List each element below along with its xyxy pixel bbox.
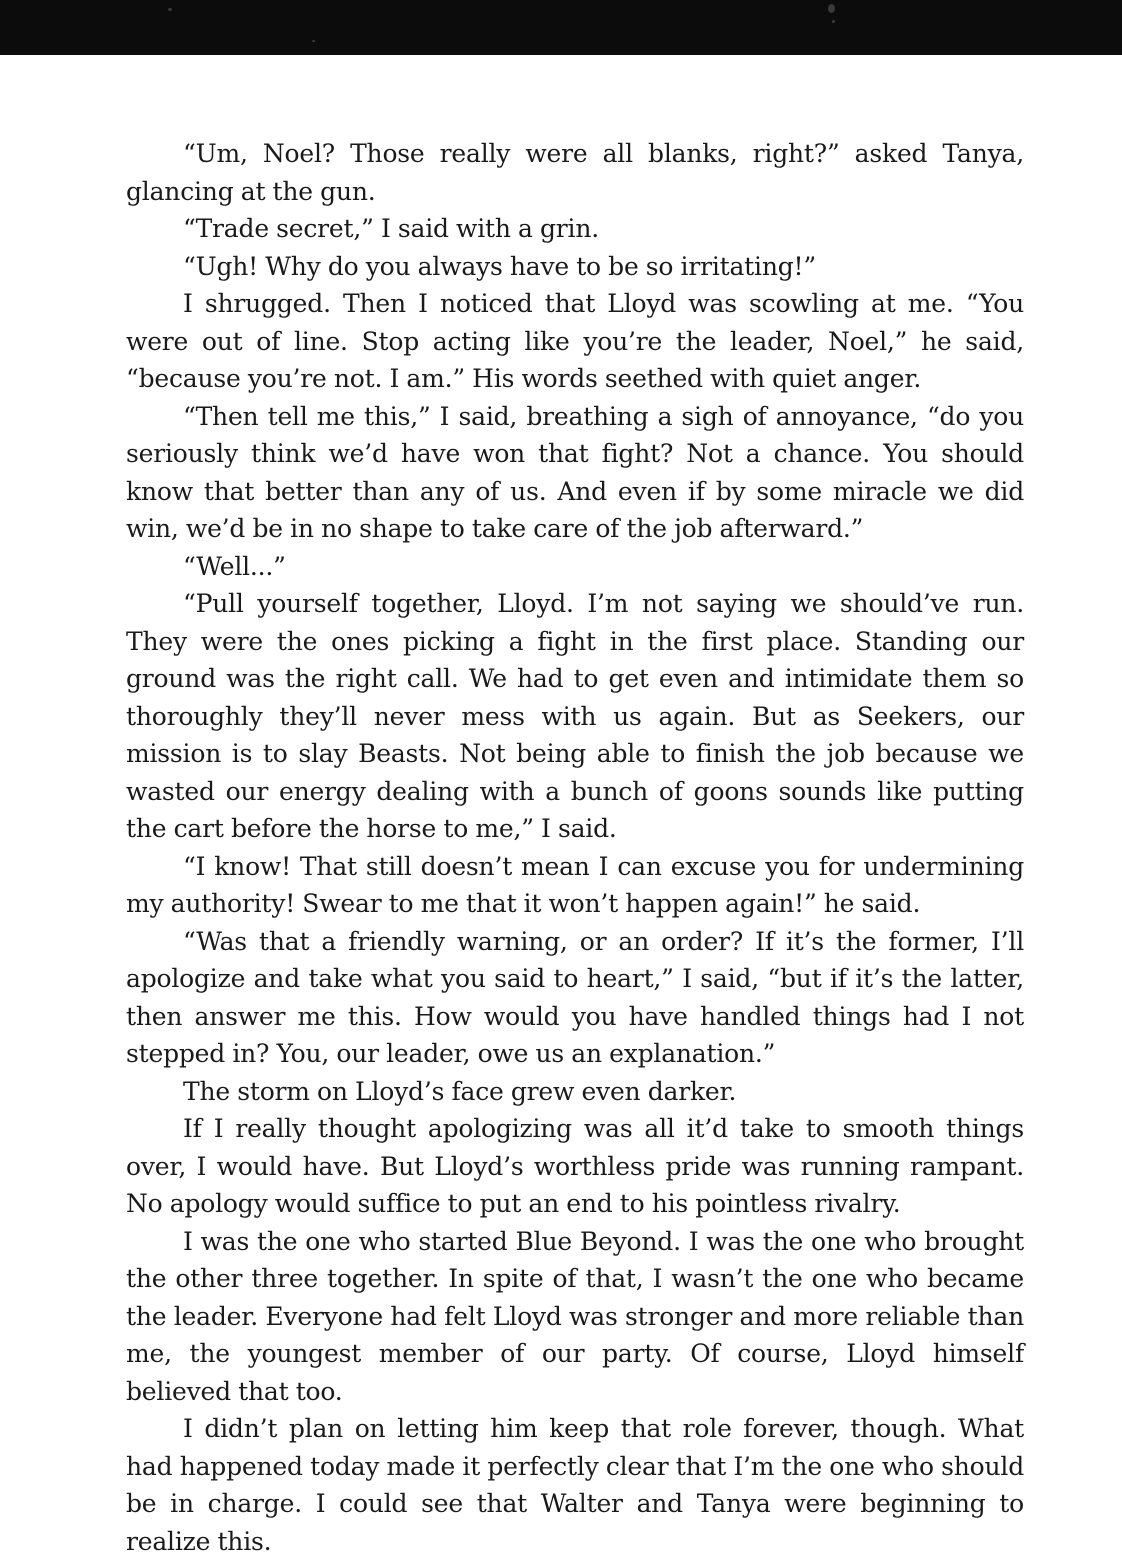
scan-speck bbox=[828, 4, 835, 13]
book-page-body bbox=[126, 135, 1024, 1560]
scan-top-border bbox=[0, 0, 1122, 55]
paragraph: “Well...” bbox=[183, 551, 286, 581]
paragraph: I didn’t plan on letting him keep that role forever, though. What had happened today made it perfectly clear that I’m the one who should be in charge. I could see that Walter and Tanya were beginning to realize this. bbox=[126, 1414, 1024, 1556]
paragraph: “Pull yourself together, Lloyd. I’m not saying we should’ve run. They were the ones picking a fight in the first place. Standing our ground was the right call. We had to get even and intimidate them so thoroughly they’ll never mess with us again. But as Seekers, our mission is to slay Beasts. Not being able to finish the job because we wasted our energy dealing with a bunch of goons sounds like putting the cart before the horse to me,” I said. bbox=[126, 589, 1024, 843]
paragraph: If I really thought apologizing was all it’d take to smooth things over, I would have. But Lloyd’s worthless pride was running rampant. No apology would suffice to put an end to his pointless rivalry. bbox=[126, 1114, 1024, 1218]
scan-speck bbox=[168, 8, 172, 11]
scan-speck bbox=[312, 40, 315, 42]
paragraph: I shrugged. Then I noticed that Lloyd was scowling at me. “You were out of line. Stop acting like you’re the leader, Noel,” he said, “because you’re not. I am.” His words seethed with quiet anger. bbox=[126, 289, 1024, 393]
paragraph: “Um, Noel? Those really were all blanks, right?” asked Tanya, glancing at the gun. bbox=[126, 139, 1024, 206]
paragraph: I was the one who started Blue Beyond. I was the one who brought the other three together. In spite of that, I wasn’t the one who became the leader. Everyone had felt Lloyd was stronger and more reliable than me, the youngest member of our party. Of course, Lloyd himself believed that too. bbox=[126, 1226, 1024, 1406]
paragraph: “Ugh! Why do you always have to be so irritating!” bbox=[183, 251, 816, 281]
paragraph: “Trade secret,” I said with a grin. bbox=[183, 214, 599, 243]
scan-speck bbox=[832, 20, 835, 23]
paragraph: The storm on Lloyd’s face grew even darker. bbox=[183, 1076, 737, 1106]
paragraph: “Then tell me this,” I said, breathing a sigh of annoyance, “do you seriously think we’d have won that fight? Not a chance. You should know that better than any of us. And even if by some miracle we did win, we’d be in no shape to take care of the job afterward.” bbox=[126, 401, 1024, 543]
paragraph: “I know! That still doesn’t mean I can excuse you for undermining my authority! Swear to me that it won’t happen again!” he said. bbox=[126, 851, 1024, 918]
paragraph: “Was that a friendly warning, or an order? If it’s the former, I’ll apologize and take what you said to heart,” I said, “but if it’s the latter, then answer me this. How would you have handled things had I not stepped in? You, our leader, owe us an explanation.” bbox=[126, 926, 1024, 1068]
